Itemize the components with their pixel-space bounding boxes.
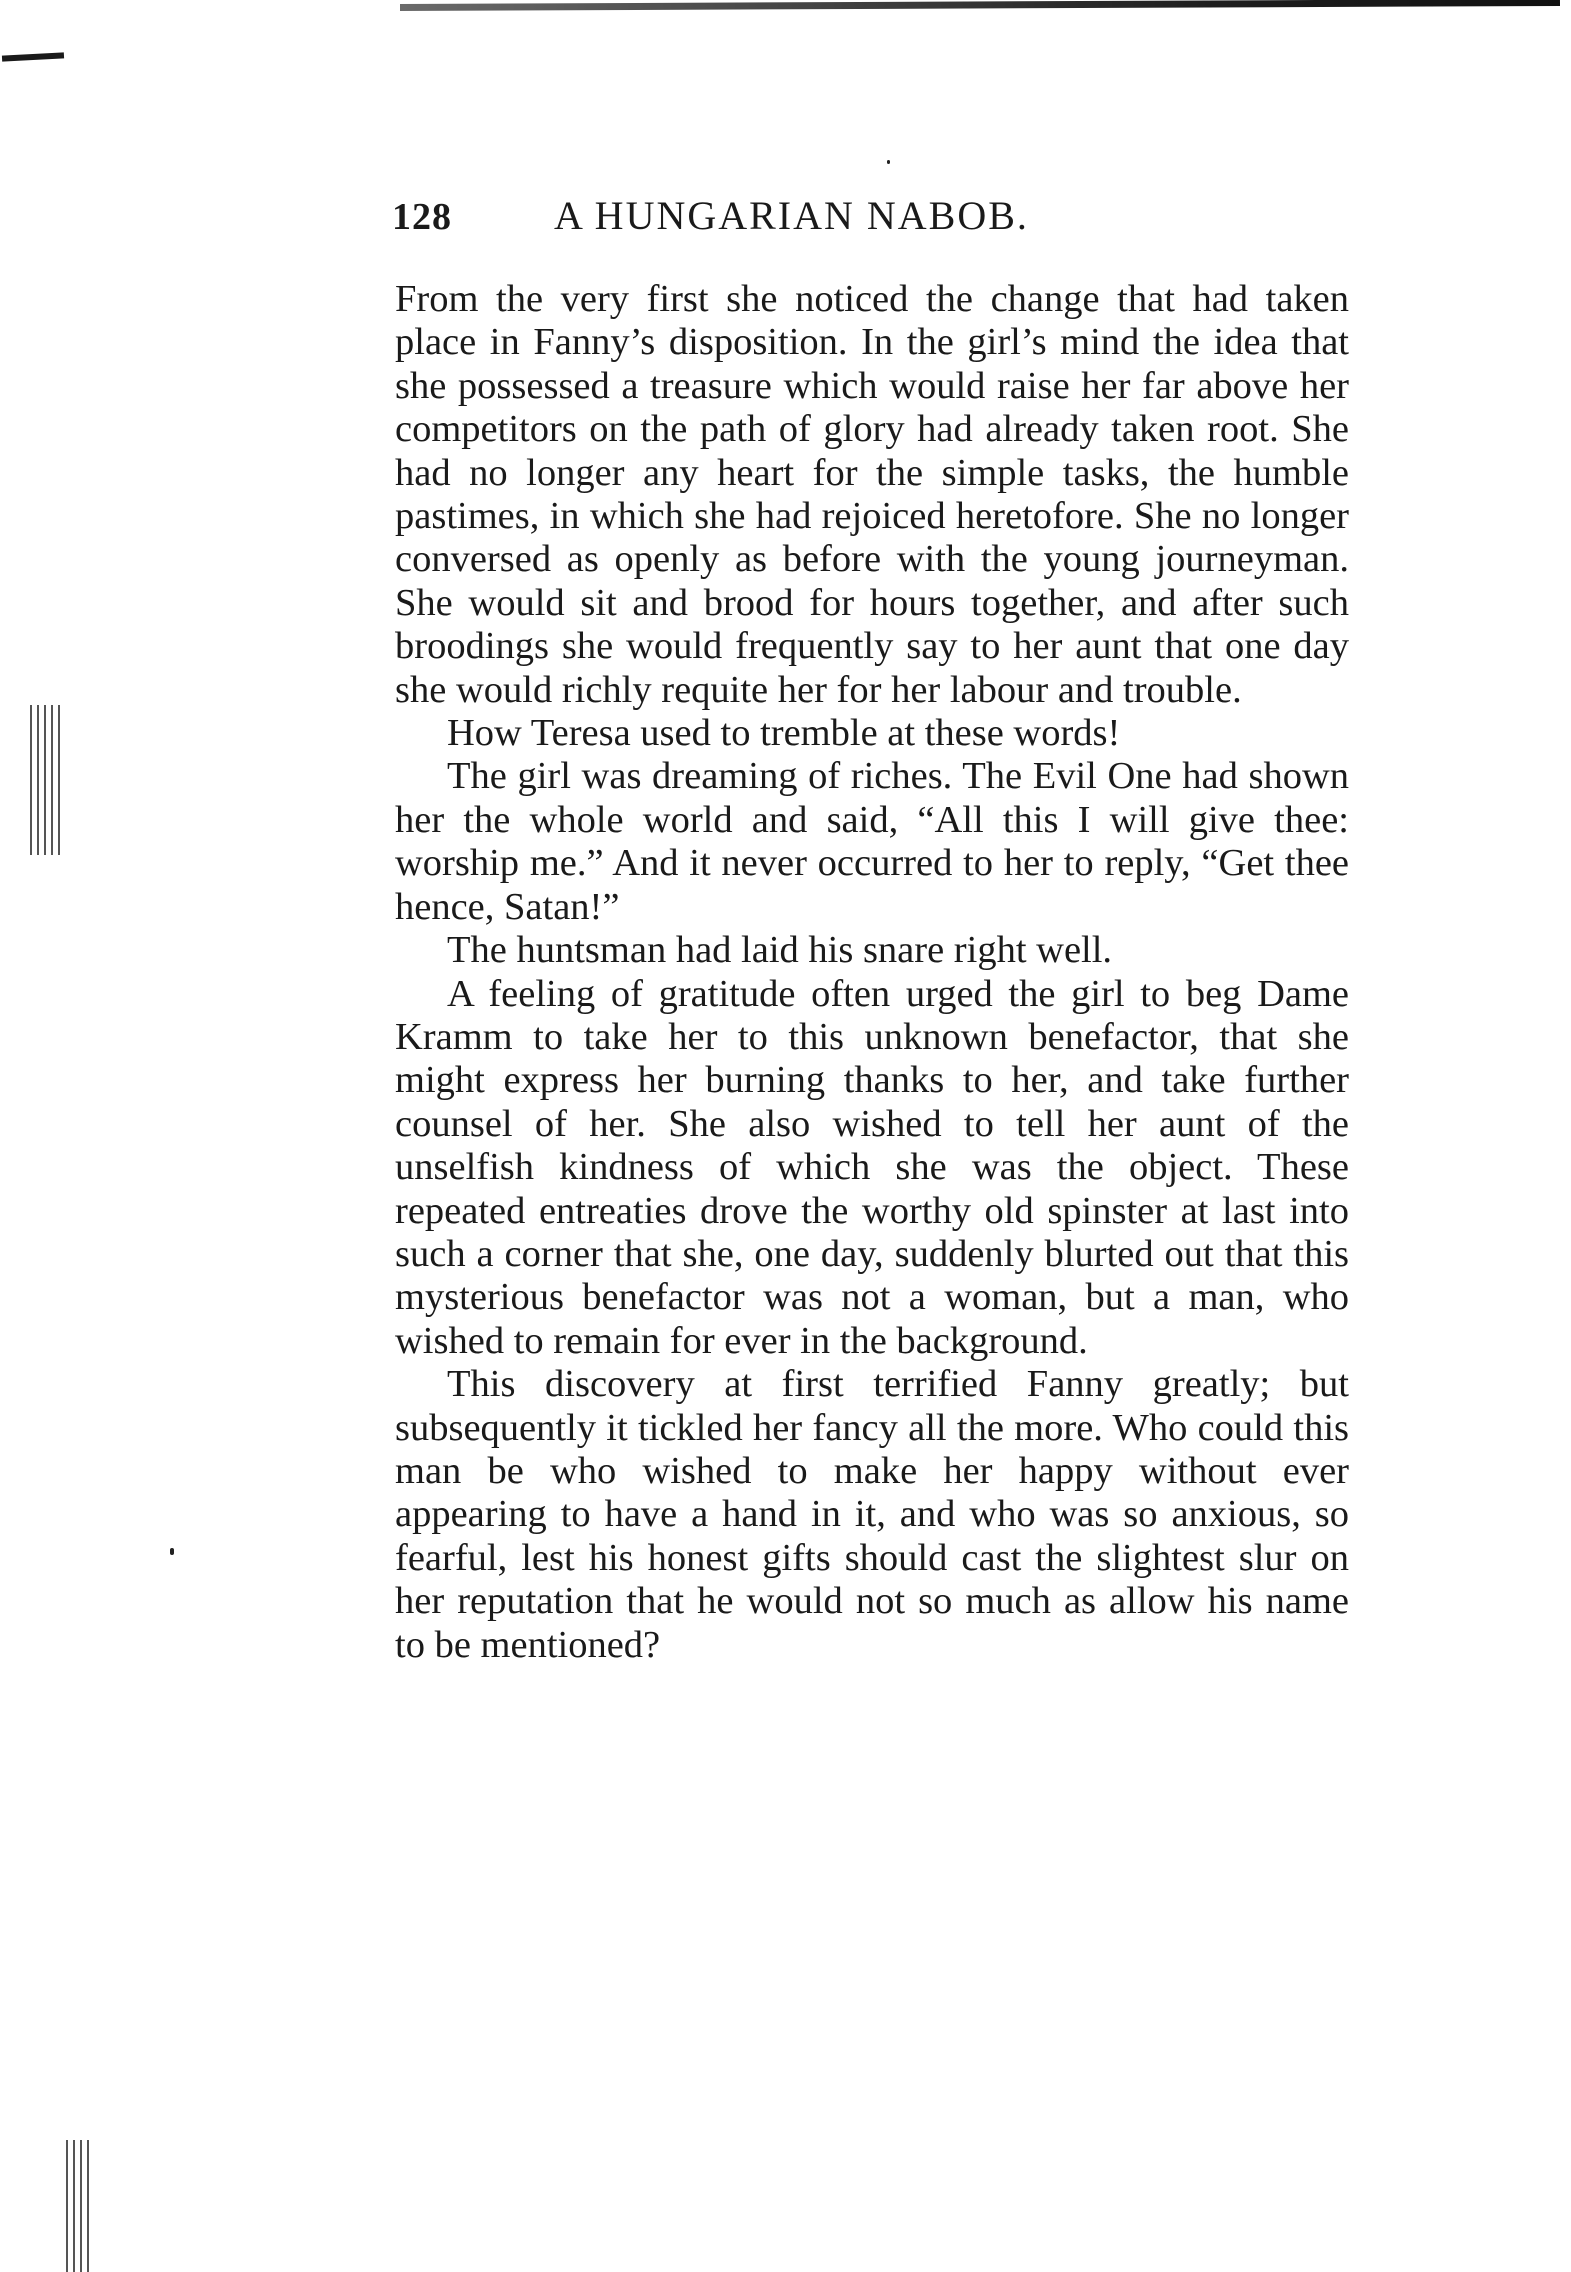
binding-lines-lower	[66, 2140, 89, 2272]
scan-speck	[170, 1548, 174, 1555]
paragraph: This discovery at first terrified Fanny greatly; but subsequently it tickled her fancy all the more. Who could this man be who wished to make her happy without ever appearing to have a hand in it, and who was so anxious, so fearful, lest his honest gifts should cast the slightest slur on her reputation that he would not so much as allow his name to be mentioned?	[395, 1363, 1349, 1666]
scan-top-rule	[400, 0, 1560, 11]
scan-speck	[887, 160, 890, 164]
paragraph: The girl was dreaming of riches. The Evil One had shown her the whole world and said, “All this I will give thee: worship me.” And it never occurred to her to reply, “Get thee hence, Satan!”	[395, 755, 1349, 928]
scan-corner-mark	[2, 52, 64, 61]
page-header	[392, 192, 1392, 248]
paragraph: A feeling of gratitude often urged the girl to beg Dame Kramm to take her to this unknown benefactor, that she might express her burning thanks to her, and take further counsel of her. She also wished to tell her aunt of the unselfish kindness of which she was the object. These repeated entreaties drove the worthy old spinster at last into such a corner that she, one day, suddenly blurted out that this mysterious benefactor was not a woman, but a man, who wished to remain for ever in the background.	[395, 972, 1349, 1362]
paragraph: How Teresa used to tremble at these words!	[447, 712, 1121, 755]
paragraph: The huntsman had laid his snare right well.	[447, 929, 1113, 972]
paragraph: From the very first she noticed the change that had taken place in Fanny’s disposition. In the girl’s mind the idea that she possessed a treasure which would raise her far above her competitors on the path of glory had already taken root. She had no longer any heart for the simple tasks, the humble pastimes, in which she had rejoiced heretofore. She no longer conversed as openly as before with the young journeyman. She would sit and brood for hours together, and after such broodings she would frequently say to her aunt that one day she would richly requite her for her labour and trouble.	[395, 278, 1349, 711]
binding-lines-upper	[30, 705, 60, 855]
body-text	[395, 278, 1349, 1667]
running-title: A HUNGARIAN NABOB.	[554, 193, 1029, 238]
page-number: 128	[392, 196, 452, 238]
